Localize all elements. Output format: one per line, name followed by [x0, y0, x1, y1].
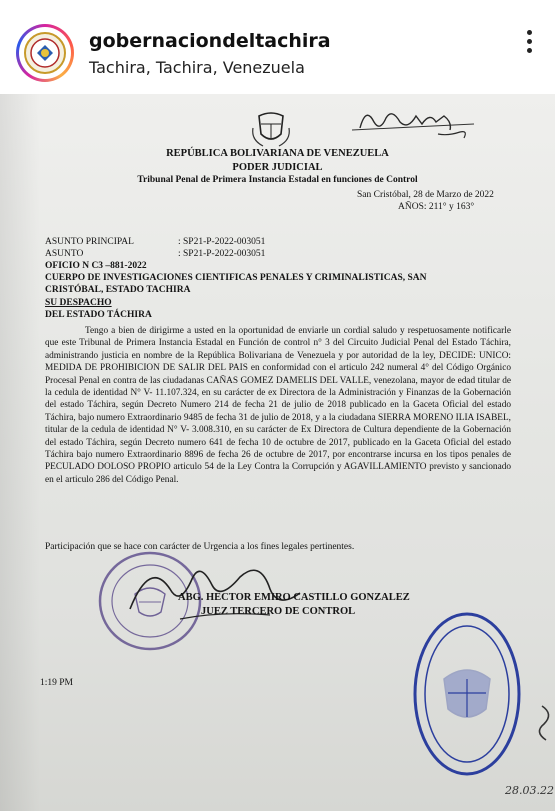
asunto-label: ASUNTO [45, 249, 84, 259]
date-line: San Cristóbal, 28 de Marzo de 2022 [357, 190, 494, 200]
more-options-icon[interactable] [527, 30, 535, 53]
post-location[interactable]: Tachira, Tachira, Venezuela [89, 58, 305, 77]
dot-icon [527, 39, 532, 44]
dot-icon [527, 48, 532, 53]
header-power: PODER JUDICIAL [232, 162, 323, 173]
post-photo[interactable] [0, 94, 555, 811]
handwritten-signature-top [352, 102, 477, 142]
asunto-value: : SP21-P-2022-003051 [178, 249, 266, 259]
dot-icon [527, 30, 532, 35]
signer-title: JUEZ TERCERO DE CONTROL [201, 606, 356, 617]
oficio-number: OFICIO N C3 –881-2022 [45, 261, 147, 271]
coat-of-arms-icon [249, 108, 293, 150]
closing-paragraph: Participación que se hace con carácter de Urgencia a los fines legales pertinentes. [45, 542, 355, 552]
time-note: 1:19 PM [40, 678, 73, 688]
years-line: AÑOS: 211° y 163° [398, 202, 475, 212]
asunto-principal-value: : SP21-P-2022-003051 [178, 237, 266, 247]
seal-logo-icon [19, 27, 71, 79]
header-republic: REPÚBLICA BOLIVARIANA DE VENEZUELA [166, 148, 389, 159]
recipient-line-2: CRISTÓBAL, ESTADO TACHIRA [45, 285, 191, 295]
government-stamp-right [410, 609, 525, 779]
handwritten-date: 28.03.22 [505, 784, 554, 797]
signer-name: ABG. HECTOR EMIRO CASTILLO GONZALEZ [178, 592, 410, 603]
account-username[interactable]: gobernaciondeltachira [89, 30, 331, 52]
handwritten-mark [530, 704, 555, 744]
profile-avatar[interactable] [16, 24, 74, 82]
post-header [0, 0, 555, 94]
judge-signature [120, 549, 320, 629]
recipient-line-4: DEL ESTADO TÁCHIRA [45, 310, 152, 320]
recipient-line-1: CUERPO DE INVESTIGACIONES CIENTIFICAS PENALES Y CRIMINALISTICAS, SAN [45, 273, 427, 283]
asunto-principal-label: ASUNTO PRINCIPAL [45, 237, 134, 247]
recipient-line-3: SU DESPACHO [45, 298, 112, 308]
header-tribunal: Tribunal Penal de Primera Instancia Estadal en funciones de Control [137, 175, 418, 185]
court-document [0, 94, 555, 811]
body-paragraph: Tengo a bien de dirigirme a usted en la oportunidad de enviarle un cordial saludo y respetuosamente notificarle que este Tribunal de Primera Instancia Estadal en Función de control n° 3 del Circuito Judicial Penal del Estado Táchira, administrando justicia en nombre de la República Bolivariana de Venezuela y por autoridad de la ley, DECIDE: UNICO: MEDIDA DE PROHIBICION DE SALIR DEL PAIS en conformidad con el articulo 242 numeral 4° del Código Orgánico Procesal Penal en contra de las ciudadanas CAÑAS GOMEZ DAMELIS DEL VALLE, venezolana, mayor de edad titular de la cedula de identidad N° V- 11.107.324, en su carácter de ex Directora de la Administración y Finanzas de la Gobernación del estado Táchira, según Decreto Numero 214 de fecha 21 de julio de 2018 publicado en la Gaceta Oficial del estado Táchira, bajo numero Extraordinario 9485 de fecha 31 de julio de 2018, y a la ciudadana SIERRA MORENO ILIA ISABEL, titular de la cedula de identidad N° V- 3.008.310, en su carácter de Ex Directora de Cultura dependiente de la Gobernación del estado Táchira, según Decreto numero 641 de fecha 10 de octubre de 2017, publicado en la Gaceta Oficial del estado Táchira bajo numero Extraordinario 8896 de fecha 26 de octubre de 2017, por encontrarse incursa en los tipos penales de PECULADO DOLOSO PROPIO articulo 54 de la Ley Contra la Corrupción y AGAVILLAMIENTO previsto y sancionado en el articulo 286 del Código Penal. [45, 326, 511, 485]
